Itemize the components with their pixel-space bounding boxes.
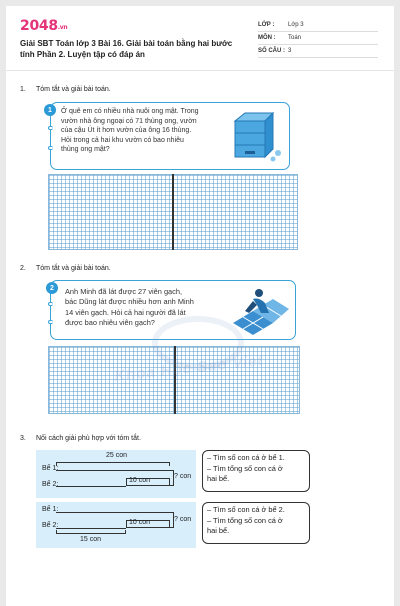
spiral-icon [48, 126, 53, 130]
site-logo[interactable]: 2048.vn [20, 18, 68, 34]
diagram-1-top-label: 25 con [106, 452, 128, 459]
grid-divider [172, 174, 174, 250]
question-3-label: 3. Nối cách giải phù hợp với tóm tắt. [20, 435, 141, 442]
question-1-label: 1. Tóm tắt và giải bài toán. [20, 86, 111, 93]
diagram-1-question: ? con [174, 473, 192, 480]
meta-table [258, 19, 378, 58]
question-2-badge: 2 [46, 282, 58, 294]
summary-diagram-1 [36, 450, 196, 498]
summary-diagram-2 [36, 502, 196, 548]
diagram-1-row-1-label: Bể 1: [42, 465, 59, 472]
diagram-2-row-1-label: Bể 1: [42, 506, 59, 513]
question-2-label: 2. Tóm tắt và giải bài toán. [20, 265, 111, 272]
meta-row-grade: LỚP : Lớp 3 [258, 19, 378, 32]
diagram-2-row-2-label: Bể 2: [42, 522, 59, 529]
page-header [20, 16, 380, 72]
answer-option-1[interactable]: – Tìm số con cá ở bể 1. – Tìm tổng số con cá ở hai bể. [202, 450, 310, 492]
watermark-text: Khoa Hoc Sao Viet [113, 352, 265, 385]
page-title: Giải SBT Toán lớp 3 Bài 16. Giải bài toán bằng hai bước tính Phần 2. Luyện tập có đáp án [20, 39, 233, 59]
meta-row-subject: MÔN : Toán [258, 32, 378, 45]
diagram-2-bar-2 [56, 528, 126, 529]
spiral-icon [48, 146, 53, 150]
spiral-icon [48, 320, 53, 324]
beehive-icon [223, 109, 285, 165]
diagram-1-row-2-label: Bể 2: [42, 481, 59, 488]
diagram-2-segment-label: 10 con [129, 519, 151, 526]
question-1-bubble [50, 102, 290, 170]
worksheet-page [6, 6, 394, 606]
diagram-2-bar-1 [56, 512, 170, 513]
diagram-2-bottom-label: 15 con [80, 536, 102, 543]
question-1-badge: 1 [44, 104, 56, 116]
diagram-2-bottom-brace [56, 530, 126, 534]
spiral-icon [48, 302, 53, 306]
answer-option-2[interactable]: – Tìm số con cá ở bể 2. – Tìm tổng số con cá ở hai bể. [202, 502, 310, 544]
diagram-1-bar-2 [56, 486, 126, 487]
diagram-1-top-brace [56, 462, 170, 466]
header-divider [6, 70, 394, 71]
question-2-text: Anh Minh đã lát được 27 viên gạch, bác Dũng lát được nhiều hơn anh Minh 14 viên gạch. Hỏi cả hai người đã lát được bao nhiêu viên gạch? [65, 287, 194, 328]
diagram-1-bar-1 [56, 470, 170, 471]
diagram-2-question: ? con [174, 516, 192, 523]
diagram-1-segment-label: 10 con [129, 477, 151, 484]
meta-row-count: SỐ CÂU : 3 [258, 45, 378, 58]
question-1-text: Ở quê em có nhiều nhà nuôi ong mật. Trong vườn nhà ông ngoại có 71 thùng ong, vườn của cậu Út ít hơn vườn của ông 16 thùng. Hỏi trong cả hai khu vườn có bao nhiêu thùng ong mật? [61, 108, 199, 154]
